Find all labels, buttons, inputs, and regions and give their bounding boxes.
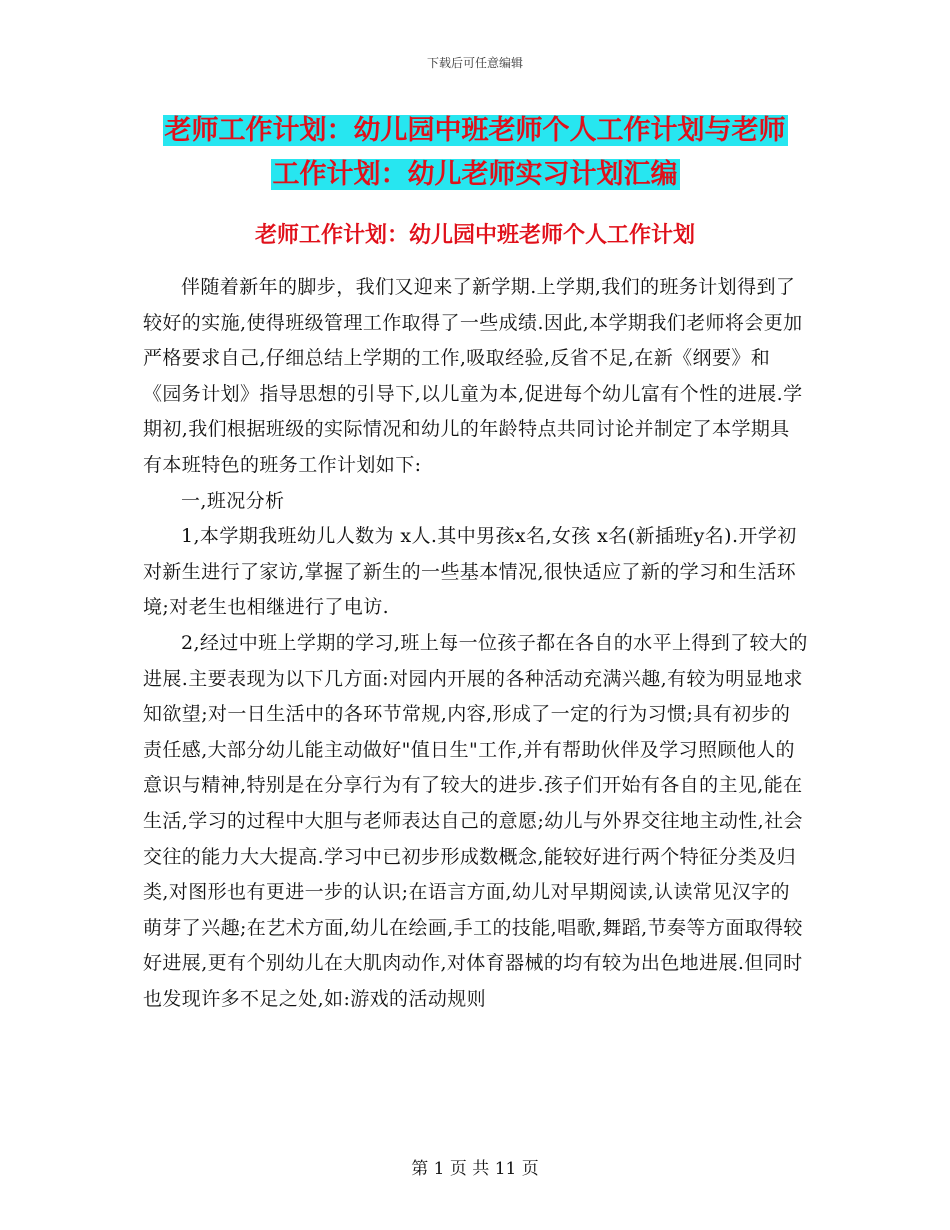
paragraph-heading-class-analysis: 一,班况分析 — [181, 489, 285, 512]
main-title-line-2 — [0, 156, 950, 194]
paragraph-item-2: 2,经过中班上学期的学习,班上每一位孩子都在各自的水平上得到了较大的进展.主要表现为以下几方面:对园内开展的各种活动充满兴趣,有较为明显地求知欲望;对一日生活中的各环节常规,内容,形成了一定的行为习惯;具有初步的责任感,大部分幼儿能主动做好"值日生"工作,并有帮助伙伴及学习照顾他人的意识与精神,特别是在分享行为有了较大的进步.孩子们开始有各自的主见,能在生活,学习的过程中大胆与老师表达自己的意愿;幼儿与外界交往地主动性,社会交往的能力大大提高.学习中已初步形成数概念,能较好进行两个特征分类及归类,对图形也有更进一步的认识;在语言方面,幼儿对早期阅读,认读常见汉字的萌芽了兴趣;在艺术方面,幼儿在绘画,手工的技能,唱歌,舞蹈,节奏等方面取得较好进展,更有个别幼儿在大肌肉动作,对体育器械的均有较为出色地进展.但同时也发现许多不足之处,如:游戏的活动规则 — [143, 631, 808, 1010]
document-body — [143, 270, 808, 1017]
main-title-line-1-text: 老师工作计划：幼儿园中班老师个人工作计划与老师 — [164, 115, 786, 146]
main-title-line-1 — [0, 112, 950, 150]
header-note: 下载后可任意编辑 — [426, 56, 523, 70]
main-title-line-2-text: 工作计划：幼儿老师实习计划汇编 — [272, 159, 678, 190]
section-title: 老师工作计划：幼儿园中班老师个人工作计划 — [254, 223, 695, 248]
page-footer: 第 1 页 共 11 页 — [411, 1159, 539, 1179]
paragraph-item-1: 1,本学期我班幼儿人数为 x人.其中男孩x名,女孩 x名(新插班y名).开学初对新生进行了家访,掌握了新生的一些基本情况,很快适应了新的学习和生活环境;对老生也相继进行了电访. — [143, 525, 797, 619]
paragraph-intro: 伴随着新年的脚步，我们又迎来了新学期.上学期,我们的班务计划得到了较好的实施,使得班级管理工作取得了一些成绩.因此,本学期我们老师将会更加严格要求自己,仔细总结上学期的工作,吸取经验,反省不足,在新《纲要》和《园务计划》指导思想的引导下,以儿童为本,促进每个幼儿富有个性的进展.学期初,我们根据班级的实际情况和幼儿的年龄特点共同讨论并制定了本学期具有本班特色的班务工作计划如下: — [143, 276, 803, 476]
